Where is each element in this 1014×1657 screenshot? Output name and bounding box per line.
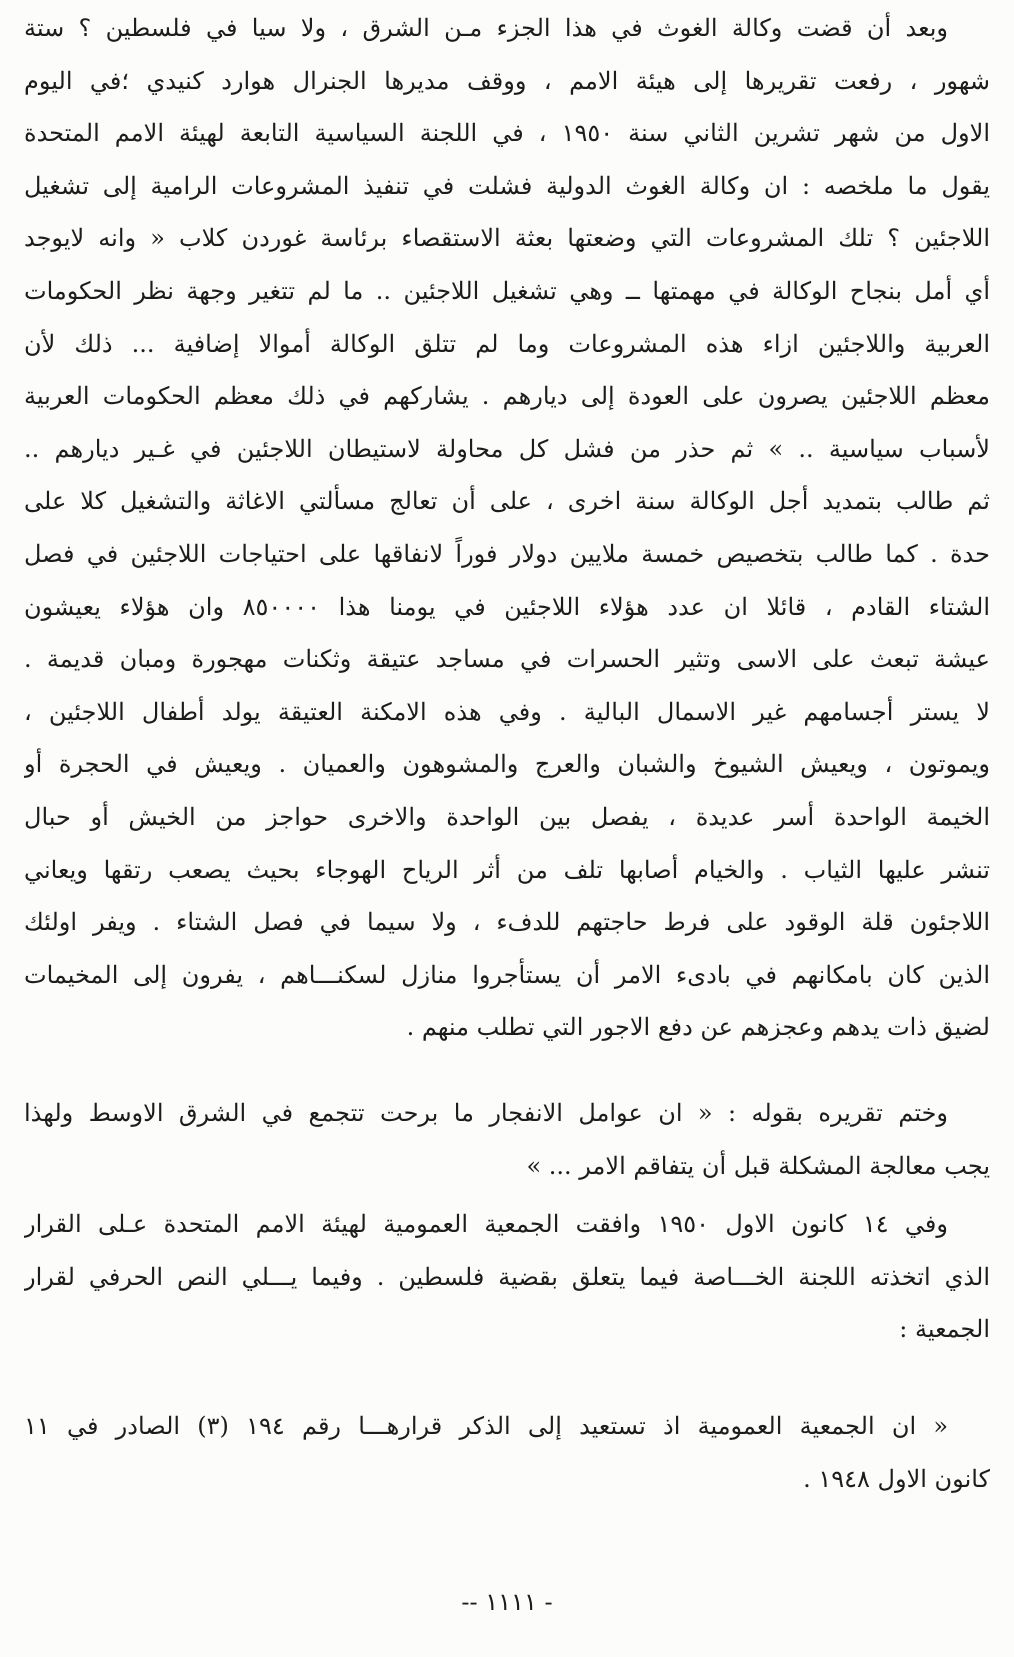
text-line: وفي ١٤ كانون الاول ١٩٥٠ وافقت الجمعية العمومية لهيئة الامم المتحدة عـلى القرار bbox=[24, 1210, 948, 1238]
text-line: لا يستر أجسامهم غير الاسمال البالية . وفي هذه الامكنة العتيقة يولد أطفال اللاجئين ، bbox=[24, 697, 990, 726]
text-line: اللاجئين ؟ تلك المشروعات التي وضعتها بعثة الاستقصاء برئاسة غوردن كلاب « وانه لايوجد bbox=[24, 224, 990, 253]
text-line: كانون الاول ١٩٤٨ . bbox=[803, 1464, 990, 1493]
text-line: عيشة تبعث على الاسى وتثير الحسرات في مساجد عتيقة وثكنات مهجورة ومبان قديمة . bbox=[24, 645, 990, 674]
page-number: -- ١١١١ - bbox=[461, 1588, 553, 1616]
text-line: أي أمل بنجاح الوكالة في مهمتها ــ وهي تشغيل اللاجئين .. ما لم تتغير وجهة نظر الحكومات bbox=[24, 276, 990, 305]
text-line: لأسباب سياسية .. » ثم حذر من فشل كل محاولة لاستيطان اللاجئين في غـير ديارهم .. bbox=[24, 434, 990, 463]
text-line: الاول من شهر تشرين الثاني سنة ١٩٥٠ ، في اللجنة السياسية التابعة لهيئة الامم المتحدة bbox=[24, 119, 990, 148]
text-line: الشتاء القادم ، قائلا ان عدد هؤلاء اللاجئين في يومنا هذا ٨٥٠٠٠٠ وان هؤلاء يعيشون bbox=[24, 592, 990, 621]
text-line: يجب معالجة المشكلة قبل أن يتفاقم الامر ... » bbox=[526, 1151, 990, 1180]
text-line: ثم طالب بتمديد أجل الوكالة سنة اخرى ، على أن تعالج مسألتي الاغاثة والتشغيل كلا على bbox=[24, 487, 990, 516]
text-line: لضيق ذات يدهم وعجزهم عن دفع الاجور التي تطلب منهم . bbox=[406, 1013, 990, 1042]
text-line: العربية واللاجئين ازاء هذه المشروعات وما لم تتلق الوكالة أموالا إضافية ... ذلك لأن bbox=[24, 329, 990, 358]
text-line: معظم اللاجئين يصرون على العودة إلى ديارهم . يشاركهم في ذلك معظم الحكومات العربية bbox=[24, 382, 990, 411]
text-line: تنشر عليها الثياب . والخيام أصابها تلف من أثر الرياح الهوجاء بحيث يصعب رتقها ويعاني bbox=[24, 855, 990, 884]
text-line: الجمعية : bbox=[899, 1315, 990, 1344]
paragraph-general-assembly-decision bbox=[24, 1198, 990, 1356]
text-line: حدة . كما طالب بتخصيص خمسة ملايين دولار فوراً لانفاقها على احتياجات اللاجئين في فصل bbox=[24, 539, 990, 568]
paragraph-resolution-quote bbox=[24, 1400, 990, 1505]
text-line: وبعد أن قضت وكالة الغوث في هذا الجزء مـن الشرق ، ولا سيا في فلسطين ؟ ستة bbox=[24, 14, 948, 42]
text-line: « ان الجمعية العمومية اذ تستعيد إلى الذكر قرارهـــا رقم ١٩٤ (٣) الصادر في ١١ bbox=[24, 1412, 949, 1440]
text-line: وختم تقريره بقوله : « ان عوامل الانفجار ما برحت تتجمع في الشرق الاوسط ولهذا bbox=[24, 1099, 948, 1127]
text-line: الذي اتخذته اللجنة الخـــاصة فيما يتعلق بقضية فلسطين . وفيما يـــلي النص الحرفي لقرار bbox=[24, 1262, 990, 1291]
text-line: الذين كان بامكانهم في بادىء الامر أن يستأجروا منازل لسكنـــاهم ، يفرون إلى المخيمات bbox=[24, 960, 990, 989]
text-line: اللاجئون قلة الوقود على فرط حاجتهم للدفء ، ولا سيما في فصل الشتاء . ويفر اولئك bbox=[24, 908, 990, 937]
paragraph-relief-agency-report bbox=[24, 2, 990, 1054]
paragraph-report-conclusion bbox=[24, 1087, 990, 1192]
text-line: ويموتون ، ويعيش الشيوخ والشبان والعرج والمشوهون والعميان . ويعيش في الحجرة أو bbox=[24, 750, 990, 779]
text-line: يقول ما ملخصه : ان وكالة الغوث الدولية فشلت في تنفيذ المشروعات الرامية إلى تشغيل bbox=[24, 171, 990, 200]
text-line: الخيمة الواحدة أسر عديدة ، يفصل بين الواحدة والاخرى حواجز من الخيش أو حبال bbox=[24, 802, 990, 831]
text-line: شهور ، رفعت تقريرها إلى هيئة الامم ، ووقف مديرها الجنرال هوارد كنيدي ؛في اليوم bbox=[24, 66, 990, 95]
